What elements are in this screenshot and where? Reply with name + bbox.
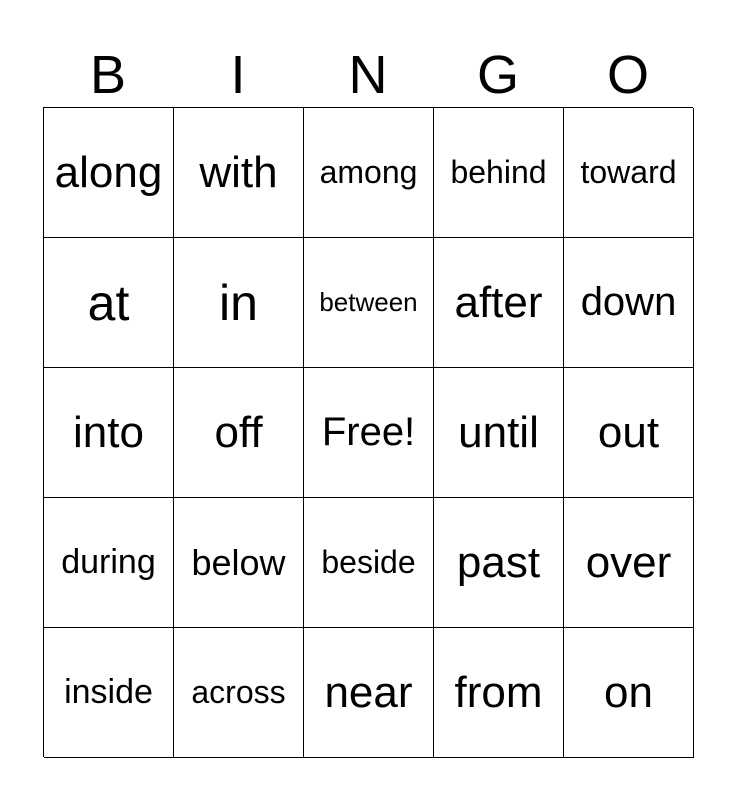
bingo-cell: along [44, 108, 174, 238]
bingo-header [43, 45, 693, 105]
header-letter-n: N [348, 45, 388, 105]
bingo-cell: past [434, 498, 564, 628]
bingo-cell: among [304, 108, 434, 238]
bingo-cell: until [434, 368, 564, 498]
bingo-cell: into [44, 368, 174, 498]
bingo-cell: below [174, 498, 304, 628]
bingo-cell: in [174, 238, 304, 368]
bingo-cell: behind [434, 108, 564, 238]
bingo-cell: off [174, 368, 304, 498]
bingo-cell: Free! [304, 368, 434, 498]
header-letter-g: G [476, 45, 519, 105]
bingo-cell: between [304, 238, 434, 368]
bingo-cell: over [564, 498, 694, 628]
bingo-cell: beside [304, 498, 434, 628]
header-letter-i: I [230, 45, 246, 105]
bingo-cell: down [564, 238, 694, 368]
bingo-cell: during [44, 498, 174, 628]
bingo-cell: near [304, 628, 434, 758]
bingo-cell: on [564, 628, 694, 758]
header-letter-o: O [606, 45, 649, 105]
bingo-cell: after [434, 238, 564, 368]
bingo-cell: across [174, 628, 304, 758]
bingo-cell: toward [564, 108, 694, 238]
bingo-board [43, 107, 693, 757]
bingo-cell: from [434, 628, 564, 758]
header-letter-b: B [89, 45, 127, 105]
bingo-cell: at [44, 238, 174, 368]
bingo-cell: out [564, 368, 694, 498]
bingo-cell: with [174, 108, 304, 238]
bingo-cell: inside [44, 628, 174, 758]
